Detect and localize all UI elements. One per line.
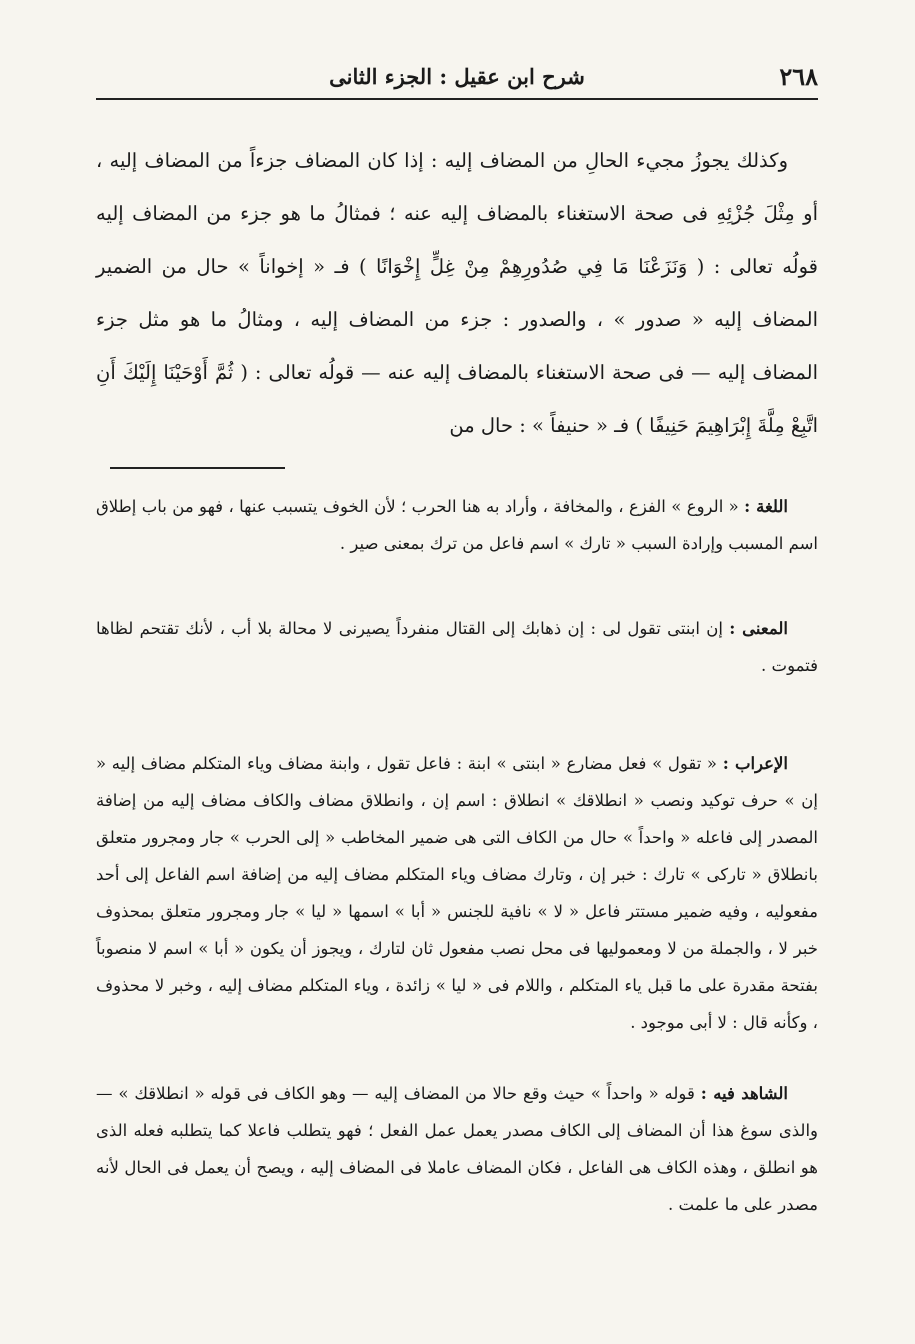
running-title: شرح ابن عقيل : الجزء الثانى <box>329 64 585 89</box>
footnote-separator <box>110 467 285 469</box>
note-lugha-text: « الروع » الفزع ، والمخافة ، وأراد به هنا الحرب ؛ لأن الخوف يتسبب عنها ، فهو من باب إطلاق اسم المسبب وإرادة السبب « تارك » اسم فاعل من ترك بمعنى صير . <box>96 497 818 553</box>
note-irab <box>96 745 818 1075</box>
note-shahid-label: الشاهد فيه : <box>700 1084 789 1103</box>
note-shahid-text: قوله « واحداً » حيث وقع حالا من المضاف إليه — وهو الكاف فى قوله « انطلاقك » — والذى سوغ هذا أن المضاف إلى الكاف مصدر يعمل عمل الفعل ؛ فهو يتطلب فاعلا كما يتطلبه فعله الذى هو انطلق ، وهذه الكاف هى الفاعل ، فكان المضاف عاملا فى المضاف إليه ، ويصح أن يعمل فى الحال لأنه مصدر على ما علمت . <box>96 1084 818 1214</box>
note-irab-text: « تقول » فعل مضارع « ابنتى » ابنة : فاعل تقول ، وابنة مضاف وياء المتكلم مضاف إليه « إن » حرف توكيد ونصب « انطلاقك » انطلاق : اسم إن ، وانطلاق مضاف والكاف مضاف إليه من إضافة المصدر إلى فاعله « واحداً » حال من الكاف التى هى ضمير المخاطب « إلى الحرب » جار ومجرور متعلق بانطلاق « تاركى » تارك : خبر إن ، وتارك مضاف وياء المتكلم مضاف إليه من إضافة اسم الفاعل إلى أحد مفعوليه ، وفيه ضمير مستتر فاعل « لا » نافية للجنس « أبا » اسمها « ليا » جار ومجرور متعلق بمحذوف خبر لا ، والجملة من لا ومعموليها فى محل نصب مفعول ثان لتارك ، ويجوز أن يكون « أبا » اسم لا منصوباً بفتحة مقدرة على ما قبل ياء المتكلم ، واللام فى « ليا » زائدة ، وياء المتكلم مضاف إليه ، وخبر لا محذوف ، وكأنه قال : لا أبى موجود . <box>96 754 818 1032</box>
note-maana-label: المعنى : <box>729 619 788 638</box>
note-shahid <box>96 1075 818 1223</box>
note-lugha <box>96 488 818 606</box>
note-maana-text: إن ابنتى تقول لى : إن ذهابك إلى القتال منفرداً يصيرنى لا محالة بلا أب ، لأنك تقتحم لظاها فتموت . <box>96 619 818 675</box>
page-header <box>96 58 818 98</box>
note-irab-label: الإعراب : <box>722 754 789 773</box>
main-paragraph: وكذلك يجوزُ مجيء الحالِ من المضاف إليه : إذا كان المضاف جزءاً من المضاف إليه ، أو مِثْلَ جُزْئِهِ فى صحة الاستغناء بالمضاف إليه عنه ؛ فمثالُ ما هو جزء من المضاف إليه قولُه تعالى : ( وَنَزَعْنَا مَا فِي صُدُورِهِمْ مِنْ غِلٍّ إِخْوَانًا ) فـ « إخواناً » حال من الضمير المضاف إليه « صدور » ، والصدور : جزء من المضاف إليه ، ومثالُ ما هو مثل جزء المضاف إليه — فى صحة الاستغناء بالمضاف إليه عنه — قولُه تعالى : ( ثُمَّ أَوْحَيْنَا إِلَيْكَ أَنِ اتَّبِعْ مِلَّةَ إِبْرَاهِيمَ حَنِيفًا ) فـ « حنيفاً » : حال من <box>96 149 818 437</box>
note-maana <box>96 606 818 745</box>
page-number: ٢٦٨ <box>779 62 818 91</box>
header-rule <box>96 98 818 100</box>
main-text <box>96 134 818 452</box>
footnotes <box>96 488 818 1223</box>
note-lugha-label: اللغة : <box>744 497 789 516</box>
